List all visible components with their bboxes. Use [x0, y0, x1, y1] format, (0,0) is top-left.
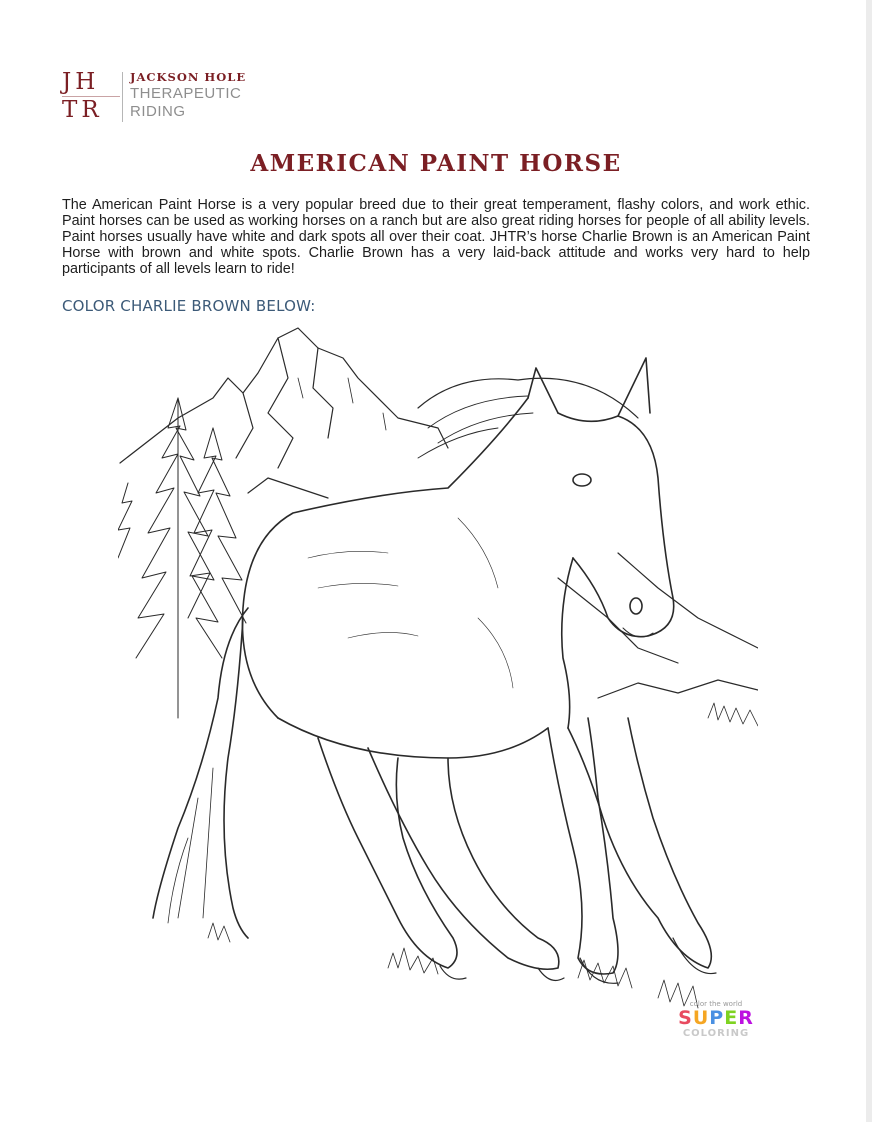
watermark-letter: R: [738, 1007, 754, 1029]
logo-mark: [62, 70, 120, 122]
logo-line-therapeutic: THERAPEUTIC: [130, 85, 242, 102]
description-paragraph: The American Paint Horse is a very popular breed due to their great temperament, flashy colors, and work ethic. Paint horses can be used as working horses on a ranch but are also great riding horses for people of all ability levels. Paint horses usually have white and dark spots all over their coat. JHTR’s horse Charlie Brown is an American Paint Horse with brown and white spots. Charlie Brown has a very laid-back attitude and works very hard to help participants of all levels learn to ride!: [62, 197, 810, 277]
watermark-tagline: color the world: [689, 1000, 743, 1008]
horse-drawing: [153, 358, 716, 983]
logo-text: [130, 70, 246, 121]
logo-mark-row1: JH: [62, 69, 100, 95]
horse-nostril: [630, 598, 642, 614]
page-title: AMERICAN PAINT HORSE: [250, 150, 622, 177]
logo-divider: [122, 72, 123, 122]
horse-coloring-illustration: [118, 318, 758, 1048]
watermark-super: [676, 1008, 756, 1028]
coloring-instruction: COLOR CHARLIE BROWN BELOW:: [62, 297, 316, 315]
supercoloring-watermark: [676, 1000, 756, 1044]
watermark-letter: U: [692, 1007, 710, 1029]
grass-drawing: [208, 703, 758, 1008]
logo-line-jackson-hole: JACKSON HOLE: [130, 70, 247, 84]
watermark-letter: P: [709, 1007, 725, 1029]
logo-mark-row2: TR: [62, 96, 120, 124]
horse-eye: [573, 474, 591, 486]
watermark-coloring: COLORING: [682, 1028, 750, 1039]
watermark-letter: S: [678, 1007, 693, 1029]
watermark-letter: E: [724, 1007, 739, 1029]
logo-line-riding: RIDING: [130, 103, 186, 120]
trees-drawing: [118, 398, 246, 718]
mountains-drawing: [120, 328, 758, 698]
